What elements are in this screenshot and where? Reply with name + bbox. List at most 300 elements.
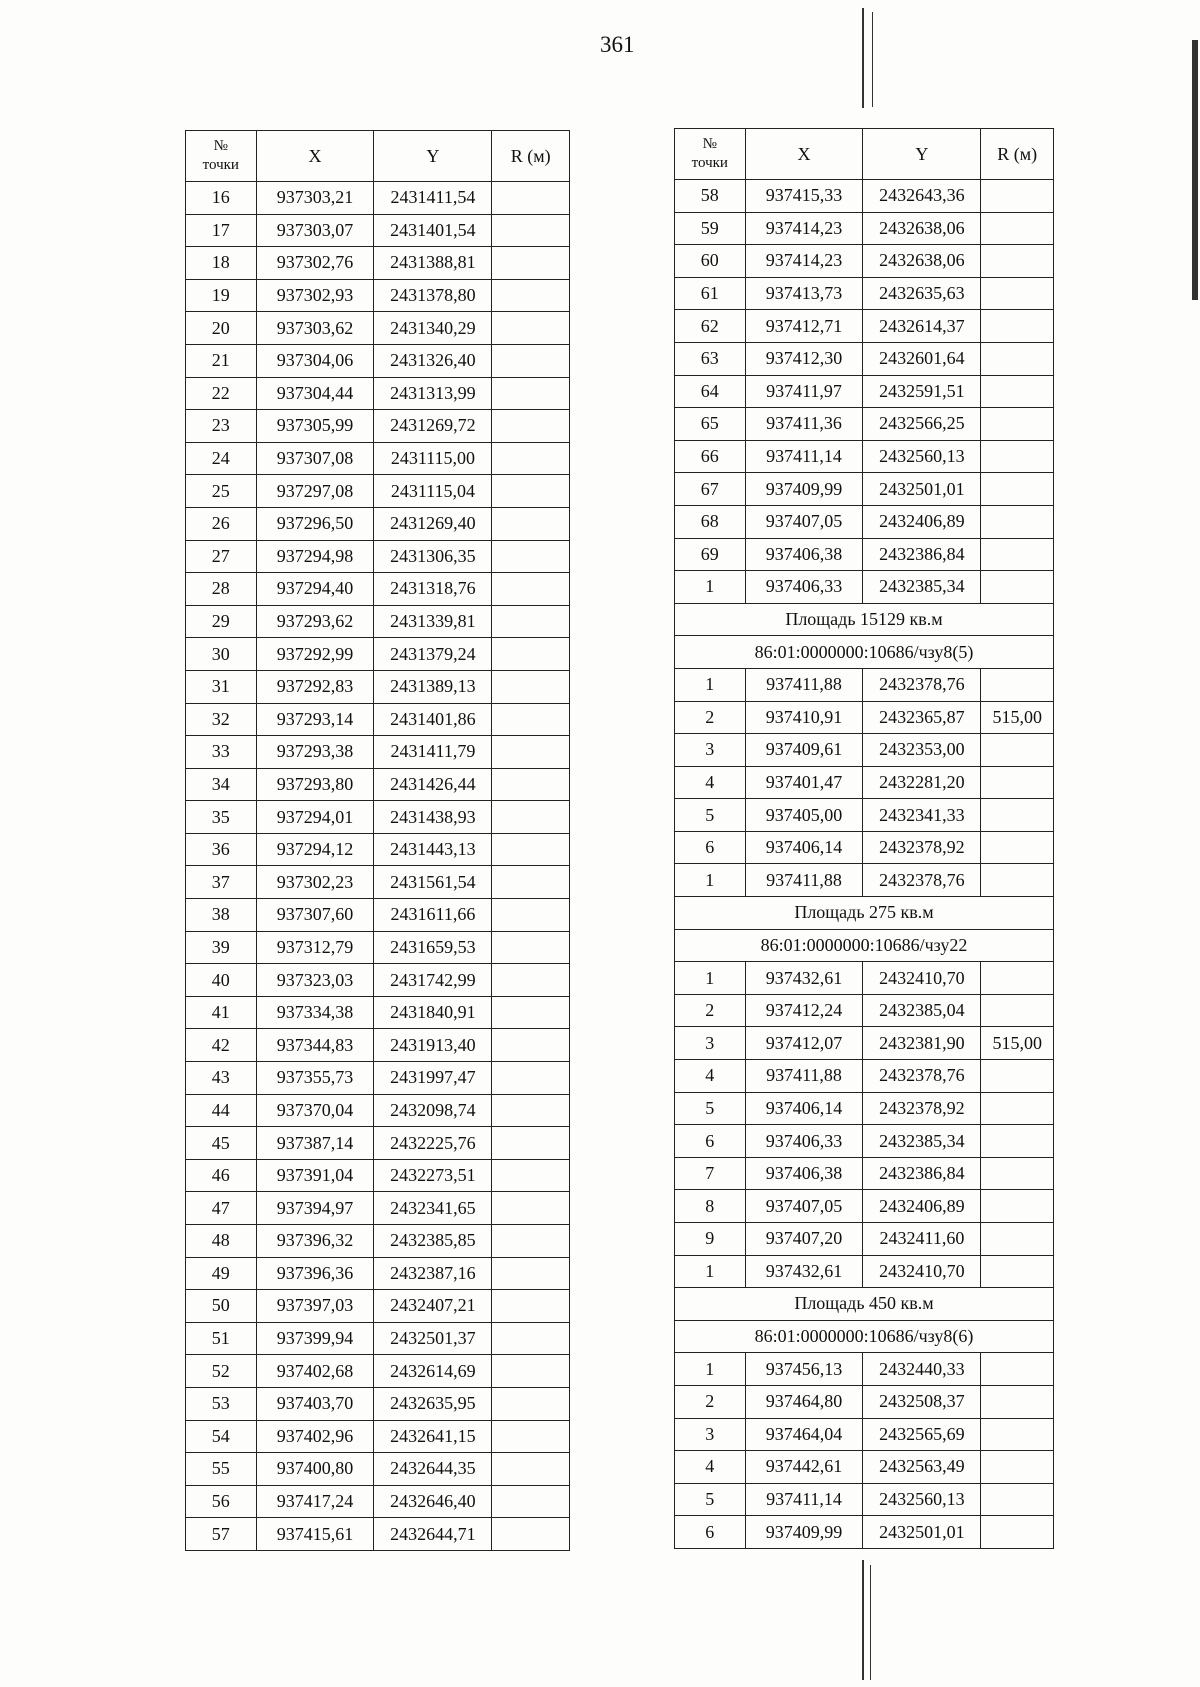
cell-y: 2432560,13	[863, 440, 981, 473]
table-row	[186, 1322, 570, 1355]
cell-point-number: 27	[186, 540, 257, 573]
cell-y: 2431388,81	[374, 247, 492, 280]
cell-r	[492, 1322, 570, 1355]
cell-y: 2432410,70	[863, 962, 981, 995]
cell-r	[981, 1353, 1054, 1386]
cell-r	[492, 1420, 570, 1453]
cell-y: 2432386,84	[863, 1157, 981, 1190]
cell-y: 2431840,91	[374, 996, 492, 1029]
cell-y: 2432565,69	[863, 1418, 981, 1451]
cell-r	[981, 864, 1054, 897]
section-row	[675, 897, 1054, 930]
scan-line-top	[862, 8, 864, 108]
table-header-row	[675, 129, 1054, 180]
cell-r	[492, 1094, 570, 1127]
cell-y: 2432387,16	[374, 1257, 492, 1290]
cell-r	[492, 866, 570, 899]
cell-point-number: 32	[186, 703, 257, 736]
table-row	[675, 1190, 1054, 1223]
cell-x: 937456,13	[745, 1353, 863, 1386]
cell-point-number: 1	[675, 1255, 746, 1288]
cell-x: 937412,71	[745, 310, 863, 343]
section-row	[675, 603, 1054, 636]
cell-x: 937297,08	[256, 475, 374, 508]
table-row	[186, 866, 570, 899]
cell-point-number: 40	[186, 964, 257, 997]
cell-point-number: 51	[186, 1322, 257, 1355]
section-row	[675, 1320, 1054, 1353]
cell-point-number: 47	[186, 1192, 257, 1225]
cell-point-number: 35	[186, 801, 257, 834]
header-x: X	[745, 129, 863, 180]
table-row	[675, 766, 1054, 799]
cell-y: 2432410,70	[863, 1255, 981, 1288]
table-row	[186, 1029, 570, 1062]
cell-x: 937323,03	[256, 964, 374, 997]
cell-x: 937403,70	[256, 1387, 374, 1420]
section-row	[675, 929, 1054, 962]
cell-r	[981, 1157, 1054, 1190]
cell-point-number: 6	[675, 831, 746, 864]
cell-point-number: 34	[186, 768, 257, 801]
cell-x: 937411,88	[745, 864, 863, 897]
table-row	[186, 1420, 570, 1453]
cell-r	[492, 182, 570, 215]
table-row	[186, 605, 570, 638]
table-row	[675, 1418, 1054, 1451]
cell-y: 2431339,81	[374, 605, 492, 638]
table-row	[186, 312, 570, 345]
section-row	[675, 1288, 1054, 1321]
cell-r	[981, 1483, 1054, 1516]
cell-point-number: 33	[186, 736, 257, 769]
coordinates-table-right	[674, 128, 1054, 1549]
cell-x: 937402,96	[256, 1420, 374, 1453]
cell-x: 937405,00	[745, 799, 863, 832]
cell-point-number: 65	[675, 408, 746, 441]
cell-x: 937402,68	[256, 1355, 374, 1388]
section-label: 86:01:0000000:10686/чзу8(6)	[675, 1320, 1054, 1353]
cell-y: 2432644,71	[374, 1518, 492, 1551]
table-row	[675, 831, 1054, 864]
cell-point-number: 5	[675, 1483, 746, 1516]
cell-y: 2432341,65	[374, 1192, 492, 1225]
cell-y: 2432614,37	[863, 310, 981, 343]
cell-point-number: 56	[186, 1485, 257, 1518]
cell-y: 2431313,99	[374, 377, 492, 410]
table-row	[675, 1092, 1054, 1125]
cell-point-number: 4	[675, 766, 746, 799]
cell-point-number: 44	[186, 1094, 257, 1127]
cell-x: 937464,04	[745, 1418, 863, 1451]
section-row	[675, 636, 1054, 669]
cell-x: 937412,30	[745, 342, 863, 375]
table-row	[675, 310, 1054, 343]
cell-x: 937307,60	[256, 899, 374, 932]
cell-r	[492, 1029, 570, 1062]
table-row	[186, 540, 570, 573]
table-row	[675, 505, 1054, 538]
table-row	[186, 507, 570, 540]
cell-r	[981, 1516, 1054, 1549]
cell-point-number: 42	[186, 1029, 257, 1062]
cell-r	[981, 1451, 1054, 1484]
cell-point-number: 30	[186, 638, 257, 671]
cell-y: 2432378,92	[863, 831, 981, 864]
cell-y: 2431378,80	[374, 279, 492, 312]
cell-r	[492, 1355, 570, 1388]
cell-point-number: 25	[186, 475, 257, 508]
cell-r	[981, 342, 1054, 375]
table-row	[186, 1127, 570, 1160]
table-row	[675, 701, 1054, 734]
cell-y: 2432378,76	[863, 668, 981, 701]
table-row	[186, 442, 570, 475]
cell-r	[492, 214, 570, 247]
cell-r	[492, 1453, 570, 1486]
cell-r	[981, 473, 1054, 506]
cell-y: 2432635,95	[374, 1387, 492, 1420]
table-row	[186, 801, 570, 834]
cell-y: 2432281,20	[863, 766, 981, 799]
cell-y: 2432378,92	[863, 1092, 981, 1125]
cell-point-number: 9	[675, 1223, 746, 1256]
cell-x: 937415,33	[745, 180, 863, 213]
table-row	[186, 1518, 570, 1551]
cell-x: 937304,06	[256, 344, 374, 377]
cell-r	[492, 931, 570, 964]
cell-x: 937411,97	[745, 375, 863, 408]
header-y: Y	[863, 129, 981, 180]
table-row	[675, 375, 1054, 408]
cell-point-number: 19	[186, 279, 257, 312]
cell-r	[492, 1127, 570, 1160]
cell-y: 2431443,13	[374, 833, 492, 866]
cell-r	[981, 1418, 1054, 1451]
cell-r	[981, 1190, 1054, 1223]
table-row	[675, 962, 1054, 995]
cell-r	[981, 1125, 1054, 1158]
cell-x: 937396,32	[256, 1225, 374, 1258]
cell-x: 937411,88	[745, 668, 863, 701]
cell-point-number: 22	[186, 377, 257, 410]
header-number-sign: №	[702, 136, 717, 152]
cell-y: 2432646,40	[374, 1485, 492, 1518]
cell-x: 937411,14	[745, 1483, 863, 1516]
cell-x: 937409,61	[745, 734, 863, 767]
section-label: Площадь 450 кв.м	[675, 1288, 1054, 1321]
section-label: Площадь 15129 кв.м	[675, 603, 1054, 636]
cell-x: 937406,33	[745, 1125, 863, 1158]
cell-r	[492, 768, 570, 801]
cell-x: 937411,88	[745, 1060, 863, 1093]
table-row	[675, 538, 1054, 571]
table-row	[186, 475, 570, 508]
cell-x: 937293,14	[256, 703, 374, 736]
table-row	[675, 571, 1054, 604]
table-row	[186, 1387, 570, 1420]
cell-point-number: 61	[675, 277, 746, 310]
cell-point-number: 26	[186, 507, 257, 540]
cell-point-number: 69	[675, 538, 746, 571]
cell-point-number: 1	[675, 864, 746, 897]
cell-point-number: 1	[675, 962, 746, 995]
cell-r	[492, 442, 570, 475]
cell-r	[981, 994, 1054, 1027]
table-row	[675, 1125, 1054, 1158]
cell-r	[981, 734, 1054, 767]
cell-point-number: 3	[675, 1027, 746, 1060]
cell-x: 937415,61	[256, 1518, 374, 1551]
section-label: 86:01:0000000:10686/чзу22	[675, 929, 1054, 962]
cell-point-number: 63	[675, 342, 746, 375]
cell-point-number: 6	[675, 1516, 746, 1549]
table-row	[186, 1290, 570, 1323]
cell-y: 2432365,87	[863, 701, 981, 734]
cell-point-number: 52	[186, 1355, 257, 1388]
cell-point-number: 23	[186, 410, 257, 443]
cell-r	[492, 964, 570, 997]
cell-point-number: 54	[186, 1420, 257, 1453]
table-row	[675, 1027, 1054, 1060]
cell-r	[492, 1225, 570, 1258]
cell-point-number: 68	[675, 505, 746, 538]
cell-y: 2432638,06	[863, 212, 981, 245]
cell-r	[492, 1192, 570, 1225]
table-row	[186, 768, 570, 801]
cell-x: 937407,05	[745, 1190, 863, 1223]
cell-y: 2431340,29	[374, 312, 492, 345]
cell-y: 2431401,86	[374, 703, 492, 736]
cell-x: 937432,61	[745, 1255, 863, 1288]
cell-point-number: 1	[675, 571, 746, 604]
cell-y: 2432440,33	[863, 1353, 981, 1386]
table-row	[675, 1451, 1054, 1484]
cell-r	[981, 212, 1054, 245]
cell-point-number: 37	[186, 866, 257, 899]
cell-x: 937406,38	[745, 538, 863, 571]
cell-x: 937412,24	[745, 994, 863, 1027]
cell-y: 2431379,24	[374, 638, 492, 671]
table-row	[186, 1062, 570, 1095]
cell-x: 937387,14	[256, 1127, 374, 1160]
cell-x: 937400,80	[256, 1453, 374, 1486]
cell-x: 937344,83	[256, 1029, 374, 1062]
table-row	[675, 440, 1054, 473]
cell-x: 937414,23	[745, 245, 863, 278]
cell-r	[981, 1223, 1054, 1256]
cell-y: 2432381,90	[863, 1027, 981, 1060]
cell-y: 2431411,54	[374, 182, 492, 215]
cell-y: 2432411,60	[863, 1223, 981, 1256]
cell-r	[981, 245, 1054, 278]
table-row	[186, 247, 570, 280]
cell-x: 937355,73	[256, 1062, 374, 1095]
cell-point-number: 64	[675, 375, 746, 408]
cell-y: 2431611,66	[374, 899, 492, 932]
header-r: R (м)	[492, 131, 570, 182]
cell-x: 937464,80	[745, 1385, 863, 1418]
cell-y: 2432386,84	[863, 538, 981, 571]
cell-r	[981, 962, 1054, 995]
cell-r	[981, 538, 1054, 571]
table-row	[675, 799, 1054, 832]
cell-r	[492, 475, 570, 508]
cell-point-number: 8	[675, 1190, 746, 1223]
cell-x: 937442,61	[745, 1451, 863, 1484]
cell-r	[492, 1062, 570, 1095]
cell-y: 2431438,93	[374, 801, 492, 834]
cell-point-number: 62	[675, 310, 746, 343]
table-row	[186, 1192, 570, 1225]
cell-y: 2432098,74	[374, 1094, 492, 1127]
cell-r	[492, 1387, 570, 1420]
page-number: 361	[600, 32, 635, 57]
cell-r	[981, 375, 1054, 408]
cell-x: 937411,36	[745, 408, 863, 441]
cell-y: 2432508,37	[863, 1385, 981, 1418]
cell-y: 2432501,01	[863, 1516, 981, 1549]
cell-y: 2431561,54	[374, 866, 492, 899]
table-row	[675, 180, 1054, 213]
cell-r	[492, 801, 570, 834]
scan-line-bottom-2	[870, 1565, 871, 1680]
table-row	[675, 245, 1054, 278]
cell-y: 2432638,06	[863, 245, 981, 278]
cell-x: 937407,20	[745, 1223, 863, 1256]
cell-point-number: 2	[675, 701, 746, 734]
cell-x: 937412,07	[745, 1027, 863, 1060]
cell-point-number: 5	[675, 799, 746, 832]
table-row	[186, 377, 570, 410]
cell-point-number: 1	[675, 668, 746, 701]
cell-x: 937401,47	[745, 766, 863, 799]
cell-x: 937396,36	[256, 1257, 374, 1290]
cell-x: 937294,12	[256, 833, 374, 866]
cell-point-number: 2	[675, 1385, 746, 1418]
cell-y: 2432353,00	[863, 734, 981, 767]
table-row	[675, 277, 1054, 310]
header-point-label: точки	[691, 155, 728, 171]
cell-r	[981, 277, 1054, 310]
cell-r	[492, 312, 570, 345]
cell-y: 2432501,37	[374, 1322, 492, 1355]
cell-r	[981, 766, 1054, 799]
header-y: Y	[374, 131, 492, 182]
table-header-row	[186, 131, 570, 182]
cell-point-number: 39	[186, 931, 257, 964]
cell-point-number: 4	[675, 1060, 746, 1093]
cell-y: 2432601,64	[863, 342, 981, 375]
cell-x: 937391,04	[256, 1159, 374, 1192]
section-label: Площадь 275 кв.м	[675, 897, 1054, 930]
header-point-label: точки	[202, 157, 239, 173]
cell-point-number: 53	[186, 1387, 257, 1420]
cell-y: 2432273,51	[374, 1159, 492, 1192]
cell-x: 937417,24	[256, 1485, 374, 1518]
cell-y: 2431318,76	[374, 573, 492, 606]
cell-point-number: 29	[186, 605, 257, 638]
cell-r	[492, 1159, 570, 1192]
header-point-number	[675, 129, 746, 180]
cell-point-number: 3	[675, 734, 746, 767]
cell-r	[981, 1255, 1054, 1288]
cell-point-number: 43	[186, 1062, 257, 1095]
table-row	[186, 344, 570, 377]
cell-y: 2432225,76	[374, 1127, 492, 1160]
table-row	[186, 899, 570, 932]
table-row	[675, 1223, 1054, 1256]
cell-point-number: 57	[186, 1518, 257, 1551]
cell-x: 937303,21	[256, 182, 374, 215]
cell-x: 937432,61	[745, 962, 863, 995]
cell-point-number: 58	[675, 180, 746, 213]
cell-r: 515,00	[981, 701, 1054, 734]
table-row	[186, 1453, 570, 1486]
cell-y: 2432378,76	[863, 1060, 981, 1093]
table-row	[675, 1385, 1054, 1418]
table-row	[675, 1255, 1054, 1288]
cell-y: 2432643,36	[863, 180, 981, 213]
table-row	[186, 410, 570, 443]
scan-line-bottom	[862, 1560, 864, 1680]
header-point-number	[186, 131, 257, 182]
cell-point-number: 67	[675, 473, 746, 506]
cell-y: 2432644,35	[374, 1453, 492, 1486]
cell-x: 937302,23	[256, 866, 374, 899]
cell-y: 2432385,85	[374, 1225, 492, 1258]
section-label: 86:01:0000000:10686/чзу8(5)	[675, 636, 1054, 669]
cell-x: 937293,80	[256, 768, 374, 801]
cell-point-number: 21	[186, 344, 257, 377]
table-row	[675, 734, 1054, 767]
cell-r	[981, 1092, 1054, 1125]
table-row	[186, 833, 570, 866]
cell-x: 937410,91	[745, 701, 863, 734]
table-row	[186, 573, 570, 606]
cell-x: 937370,04	[256, 1094, 374, 1127]
cell-r	[492, 247, 570, 280]
cell-x: 937296,50	[256, 507, 374, 540]
cell-point-number: 60	[675, 245, 746, 278]
cell-x: 937334,38	[256, 996, 374, 1029]
table-row	[675, 473, 1054, 506]
cell-y: 2432406,89	[863, 505, 981, 538]
table-row	[675, 864, 1054, 897]
cell-y: 2432501,01	[863, 473, 981, 506]
cell-y: 2431115,04	[374, 475, 492, 508]
cell-y: 2432385,34	[863, 571, 981, 604]
table-row	[186, 703, 570, 736]
cell-r	[981, 505, 1054, 538]
cell-point-number: 3	[675, 1418, 746, 1451]
cell-point-number: 20	[186, 312, 257, 345]
cell-point-number: 28	[186, 573, 257, 606]
table-row	[186, 1159, 570, 1192]
cell-y: 2431997,47	[374, 1062, 492, 1095]
cell-x: 937406,38	[745, 1157, 863, 1190]
cell-r	[981, 408, 1054, 441]
cell-r	[492, 410, 570, 443]
cell-r	[981, 571, 1054, 604]
cell-y: 2432385,34	[863, 1125, 981, 1158]
cell-point-number: 59	[675, 212, 746, 245]
cell-y: 2431659,53	[374, 931, 492, 964]
table-row	[675, 1353, 1054, 1386]
cell-x: 937397,03	[256, 1290, 374, 1323]
cell-r	[492, 1290, 570, 1323]
cell-x: 937294,40	[256, 573, 374, 606]
